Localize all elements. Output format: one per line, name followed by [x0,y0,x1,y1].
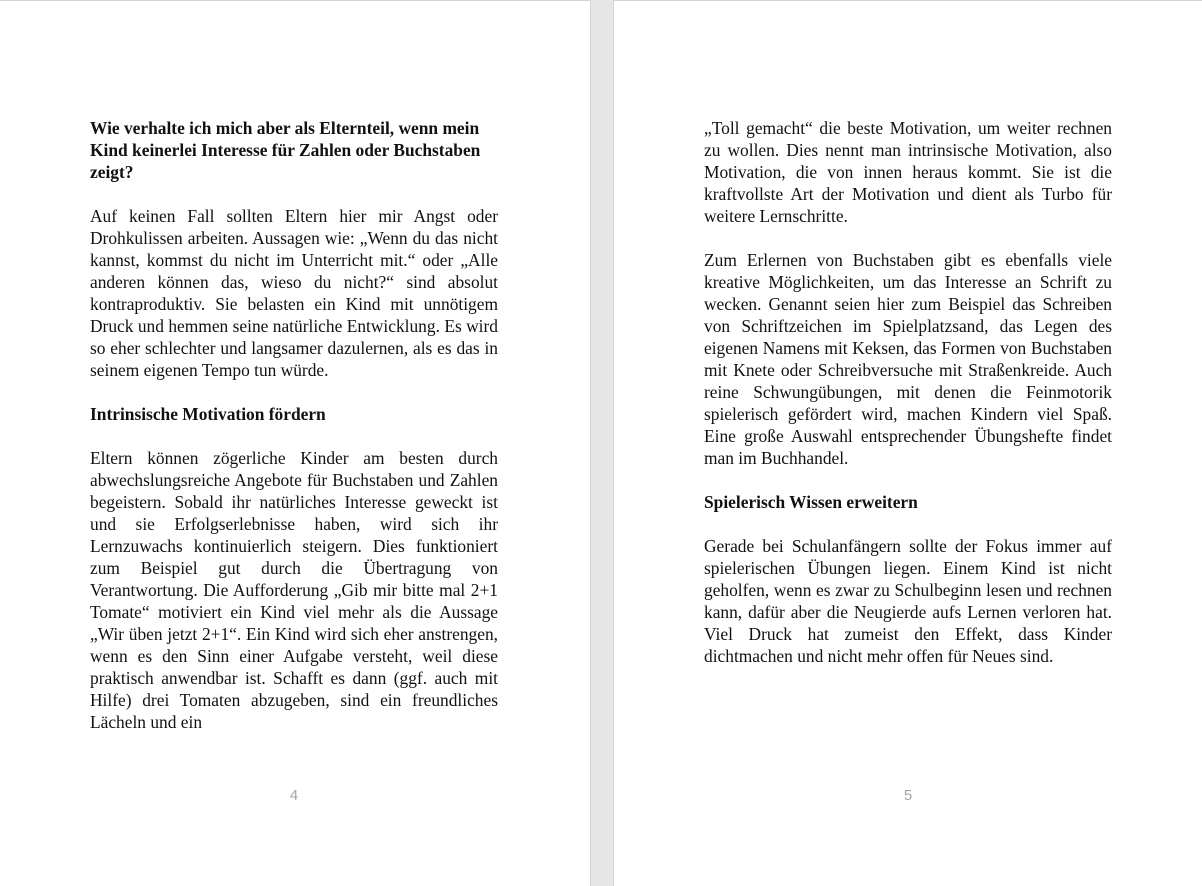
page-5-body [704,117,1112,667]
heading-spielerisch: Spielerisch Wissen erweitern [704,492,918,512]
paragraph-eltern-koennen: Eltern können zögerliche Kinder am besten durch abwechslungsreiche Angebote für Buchstaben und Zahlen begeistern. Sobald ihr natürliches Interesse geweckt ist und sie Erfolgserlebnisse haben, wird sich ihr Lernzuwachs kontinuierlich steigern. Dies funktioniert zum Beispiel gut durch die Übertragung von Verantwortung. Die Aufforderung „Gib mir bitte mal 2+1 Tomate“ motiviert ein Kind viel mehr als die Aussage „Wir üben jetzt 2+1“. Ein Kind wird sich eher anstrengen, wenn es den Sinn einer Aufgabe versteht, weil diese praktisch anwendbar ist. Schafft es dann (ggf. auch mit Hilfe) drei Tomaten abzugeben, sind ein freundliches Lächeln und ein [90,448,498,732]
page-5 [613,0,1202,886]
paragraph-schulanfaenger: Gerade bei Schulanfängern sollte der Fokus immer auf spielerischen Übungen liegen. Einem Kind ist nicht geholfen, wenn es zwar zu Schulbeginn lesen und rechnen kann, dafür aber die Neugierde aufs Lernen verloren hat. Viel Druck hat zumeist den Effekt, dass Kinder dichtmachen und nicht mehr offen für Neues sind. [704,536,1112,666]
heading-elternteil: Wie verhalte ich mich aber als Elternteil, wenn mein Kind keinerlei Interesse für Zahlen oder Buchstaben zeigt? [90,118,481,182]
paragraph-buchstaben: Zum Erlernen von Buchstaben gibt es ebenfalls viele kreative Möglichkeiten, um das Interesse an Schrift zu wecken. Genannt seien hier zum Beispiel das Schreiben von Schriftzeichen im Spielplatzsand, das Legen des eigenen Namens mit Keksen, das Formen von Buchstaben mit Knete oder Schreibversuche mit Straßenkreide. Auch reine Schwungübungen, mit denen die Feinmotorik spielerisch gefördert wird, machen Kindern viel Spaß. Eine große Auswahl entsprechender Übungshefte findet man im Buchhandel. [704,250,1112,468]
page-number-5: 5 [903,787,913,804]
page-4-body [90,117,498,733]
page-4 [0,0,591,886]
paragraph-angst: Auf keinen Fall sollten Eltern hier mir Angst oder Drohkulissen arbeiten. Aussagen wie: „Wenn du das nicht kannst, kommst du nicht im Unterricht mit.“ oder „Alle anderen können das, wieso du nicht?“ sind absolut kontraproduktiv. Sie belasten ein Kind mit unnötigem Druck und hemmen seine natürliche Entwicklung. Es wird so eher schlechter und langsamer dazulernen, als es das in seinem eigenen Tempo tun würde. [90,206,498,380]
heading-intrinsische-motivation: Intrinsische Motivation fördern [90,404,326,424]
paragraph-toll-gemacht: „Toll gemacht“ die beste Motivation, um weiter rechnen zu wollen. Dies nennt man intrinsische Motivation, also Motivation, die von innen heraus kommt. Sie ist die kraftvollste Art der Motivation und dient als Turbo für weitere Lernschritte. [704,118,1112,226]
page-number-4: 4 [289,787,299,804]
